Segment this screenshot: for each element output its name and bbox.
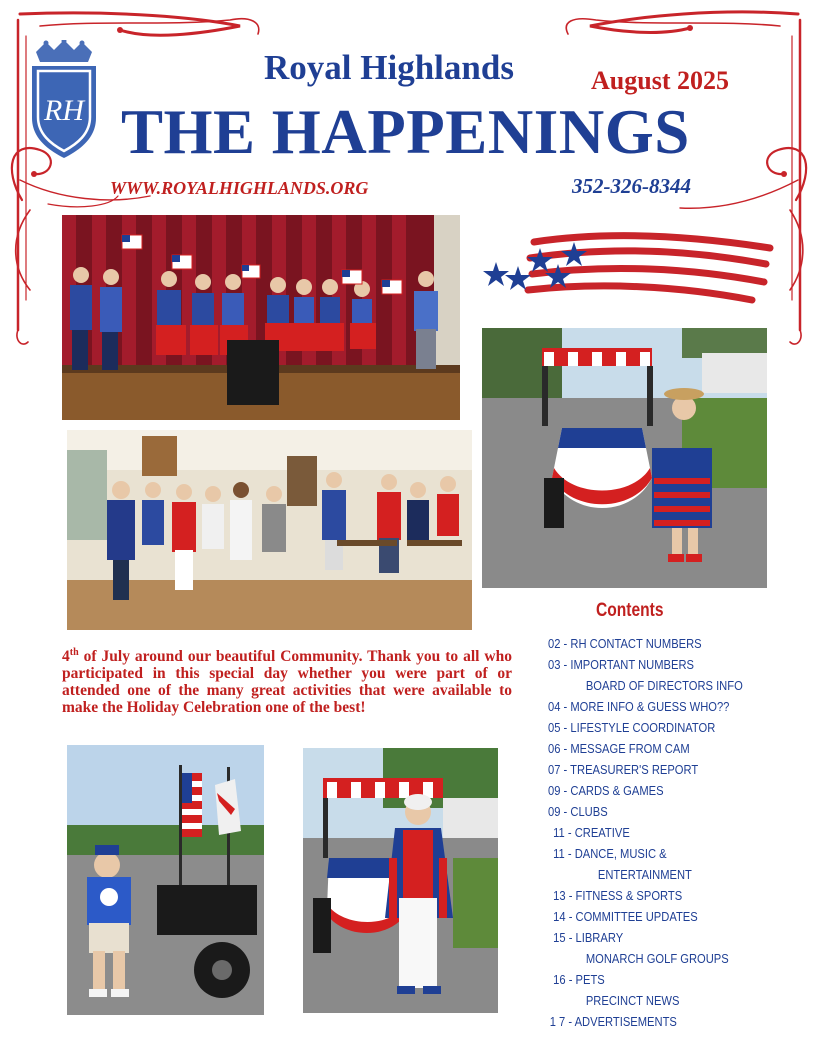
website-link[interactable]: WWW.ROYALHIGHLANDS.ORG (110, 178, 369, 198)
newsletter-title: THE HAPPENINGS (121, 97, 690, 167)
toc-item[interactable]: 05 - LIFESTYLE COORDINATOR (548, 720, 716, 735)
toc-item[interactable]: 04 - MORE INFO & GUESS WHO?? (548, 699, 730, 714)
photo-golf-cart-woman (482, 328, 767, 588)
phone-number: 352-326-8344 (572, 174, 691, 198)
toc-item[interactable]: 14 - COMMITTEE UPDATES (553, 909, 698, 924)
toc-item[interactable]: ENTERTAINMENT (597, 867, 692, 882)
toc-item[interactable]: PRECINCT NEWS (585, 993, 680, 1008)
photo-caption (62, 644, 512, 716)
toc-item[interactable]: 15 - LIBRARY (553, 930, 624, 945)
toc-item[interactable]: 09 - CARDS & GAMES (548, 783, 664, 798)
rh-crest-logo (26, 40, 102, 160)
toc-item[interactable]: 03 - IMPORTANT NUMBERS (548, 657, 694, 672)
toc-item[interactable]: BOARD OF DIRECTORS INFO (585, 678, 743, 693)
toc-item[interactable]: 06 - MESSAGE FROM CAM (548, 741, 690, 756)
table-of-contents (548, 633, 808, 1032)
toc-item[interactable]: 11 - CREATIVE (553, 825, 630, 840)
contents-heading: Contents (596, 600, 664, 621)
photo-stage-performance (62, 215, 460, 420)
toc-item[interactable]: 16 - PETS (553, 972, 605, 987)
flag-stripes-decoration (480, 228, 776, 312)
toc-item[interactable]: 02 - RH CONTACT NUMBERS (548, 636, 702, 651)
issue-month: August 2025 (591, 66, 729, 95)
toc-item[interactable]: 07 - TREASURER'S REPORT (548, 762, 699, 777)
photo-woman-by-cart (303, 748, 498, 1013)
photo-line-dancing (67, 430, 472, 630)
toc-item[interactable]: 11 - DANCE, MUSIC & (553, 846, 667, 861)
logo-monogram: RH (44, 94, 84, 127)
caption-text: of July around our beautiful Community. Thank you to all who participated in this special day whether you were part of or attended one of the many great activities that were available to make the Holiday Celebration one of the best! (62, 648, 512, 717)
caption-ordinal-suffix: th (69, 647, 79, 658)
organization-name: Royal Highlands (264, 48, 514, 87)
toc-item[interactable]: 13 - FITNESS & SPORTS (553, 888, 683, 903)
caption-ordinal: 4 (62, 648, 70, 666)
toc-item[interactable]: MONARCH GOLF GROUPS (585, 951, 729, 966)
photo-man-trike (67, 745, 264, 1015)
toc-item[interactable]: 09 - CLUBS (548, 804, 608, 819)
toc-item[interactable]: 1 7 - ADVERTISEMENTS (549, 1014, 677, 1029)
